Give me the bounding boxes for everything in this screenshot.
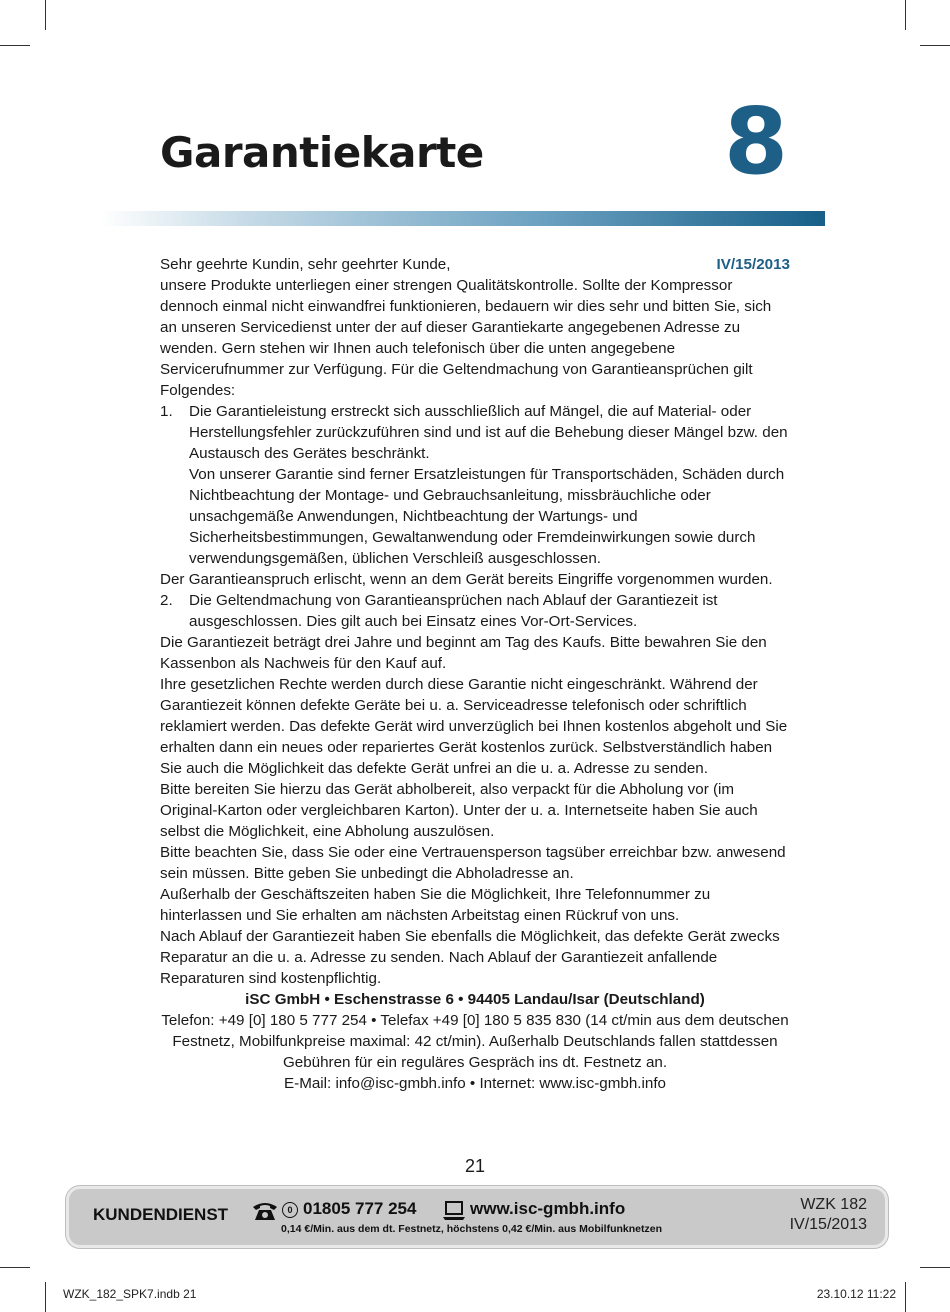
page-number: 21 <box>464 1156 486 1176</box>
page-title: Garantiekarte <box>160 128 484 177</box>
service-tariff-note: 0,14 €/Min. aus dem dt. Festnetz, höchstens 0,42 €/Min. aus Mobilfunknetzen <box>281 1223 662 1235</box>
list-text: Die Garantieleistung erstreckt sich ausschließlich auf Mängel, die auf Material- oder Herstellungsfehler zurückzuführen sind und ist auf die Behebung dieser Mängel bzw. den Austausch des Gerätes beschränkt. <box>189 403 788 462</box>
chapter-number: 8 <box>723 88 788 195</box>
print-slug-date: 23.10.12 11:22 <box>816 1287 896 1301</box>
intro-paragraph: unsere Produkte unterliegen einer strengen Qualitätskontrolle. Sollte der Kompressor dennoch einmal nicht einwandfrei funktionieren, bedauern wir dies sehr und bitten Sie, sich an unseren Servicedienst unter der auf dieser Garantiekarte angegebenen Adresse zu wenden. Gern stehen wir Ihnen auch telefonisch über die unten angegebene Servicerufnummer zur Verfügung. Für die Geltendmachung von Garantieansprüchen gilt Folgendes: <box>160 277 772 399</box>
company-address: iSC GmbH • Eschenstrasse 6 • 94405 Landau/Isar (Deutschland) <box>245 991 705 1008</box>
crop-mark <box>45 0 46 30</box>
contact-phone: Telefon: +49 [0] 180 5 777 254 • Telefax +49 [0] 180 5 835 830 (14 ct/min aus dem deutschen Festnetz, Mobilfunkpreise maximal: 42 ct/min). Außerhalb Deutschlands fallen stattdessen Gebühren für ein reguläres Gespräch ins dt. Festnetz an. <box>161 1012 789 1071</box>
service-phone: 01805 777 254 <box>303 1199 417 1218</box>
crop-mark <box>920 45 950 46</box>
crop-mark <box>905 1282 906 1312</box>
paragraph: Die Garantiezeit beträgt drei Jahre und beginnt am Tag des Kaufs. Bitte bewahren Sie den Kassenbon als Nachweis für den Kauf auf. <box>160 634 767 672</box>
paragraph: Außerhalb der Geschäftszeiten haben Sie die Möglichkeit, Ihre Telefonnummer zu hinterlassen und Sie erhalten am nächsten Arbeitstag einen Rückruf von uns. <box>160 886 711 924</box>
greeting-row <box>160 254 790 275</box>
list-text: Die Geltendmachung von Garantieansprüchen nach Ablauf der Garantiezeit ist ausgeschlossen. Dies gilt auch bei Einsatz eines Vor-Ort-Services. <box>189 592 718 630</box>
list-item <box>160 590 790 632</box>
service-label: KUNDENDIENST <box>93 1205 229 1224</box>
paragraph: Bitte bereiten Sie hierzu das Gerät abholbereit, also verpackt für die Abholung vor (im Original-Karton oder vergleichbaren Karton). Unter der u. a. Internetseite haben Sie auch selbst die Möglichkeit, eine Abholung auszulösen. <box>160 781 758 840</box>
zero-tariff-icon: 0 <box>282 1202 298 1218</box>
document-code: IV/15/2013 <box>716 256 790 273</box>
paragraph: Bitte beachten Sie, dass Sie oder eine Vertrauensperson tagsüber erreichbar bzw. anwesend sein müssen. Bitte geben Sie unbedingt die Abholadresse an. <box>160 844 786 882</box>
print-slug-file: WZK_182_SPK7.indb 21 <box>63 1287 197 1301</box>
service-box <box>66 1186 888 1248</box>
list-extra-text: Von unserer Garantie sind ferner Ersatzleistungen für Transportschäden, Schäden durch Nichtbeachtung der Montage- und Gebrauchsanleitung, missbräuchliche oder unsachgemäße Anwendungen, Nichtbeachtung der Wartungs- und Sicherheitsbestimmungen, Gewaltanwendung oder Fremdeinwirkungen sowie durch verwendungsgemäßen, üblichen Verschleiß ausgeschlossen. <box>189 466 785 567</box>
service-website: www.isc-gmbh.info <box>470 1199 626 1218</box>
crop-mark <box>0 1267 30 1268</box>
crop-mark <box>0 45 30 46</box>
list-number: 1. <box>160 403 173 420</box>
crop-mark <box>905 0 906 30</box>
model-revision: IV/15/2013 <box>789 1216 867 1233</box>
telephone-icon <box>251 1201 279 1226</box>
list-number: 2. <box>160 592 173 609</box>
paragraph: Nach Ablauf der Garantiezeit haben Sie ebenfalls die Möglichkeit, das defekte Gerät zwecks Reparatur an die u. a. Adresse zu senden. Nach Ablauf der Garantiezeit anfallende Reparaturen sind kostenpflichtig. <box>160 928 780 987</box>
model-name: WZK 182 <box>800 1196 867 1213</box>
greeting: Sehr geehrte Kundin, sehr geehrter Kunde, <box>160 256 451 273</box>
header-gradient-bar <box>100 211 825 226</box>
paragraph: Ihre gesetzlichen Rechte werden durch diese Garantie nicht eingeschränkt. Während der Garantiezeit können defekte Geräte bei u. a. Serviceadresse telefonisch oder schriftlich reklamiert werden. Das defekte Gerät wird unverzüglich bei Ihnen kostenlos abgeholt und Sie erhalten dann ein neues oder repariertes Gerät kostenlos zurück. Selbstverständlich haben Sie auch die Möglichkeit das defekte Gerät unfrei an die u. a. Adresse zu senden. <box>160 676 788 777</box>
crop-mark <box>45 1282 46 1312</box>
model-code <box>790 1195 867 1235</box>
crop-mark <box>920 1267 950 1268</box>
claim-expiry-text: Der Garantieanspruch erlischt, wenn an dem Gerät bereits Eingriffe vorgenommen wurden. <box>160 571 773 588</box>
contact-email: E-Mail: info@isc-gmbh.info • Internet: www.isc-gmbh.info <box>284 1075 666 1092</box>
list-item <box>160 401 790 569</box>
guarantee-text <box>160 254 790 1094</box>
